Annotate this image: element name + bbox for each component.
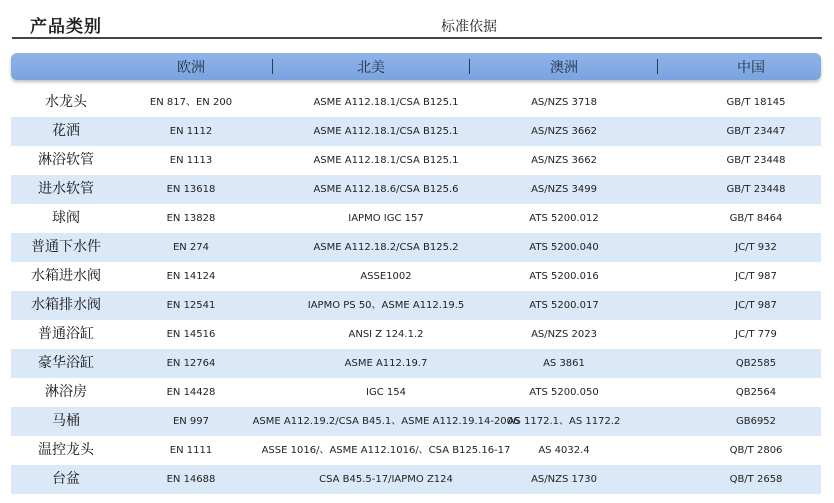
au-standard: AS/NZS 3718: [531, 97, 597, 108]
cn-standard: QB2585: [735, 358, 777, 369]
cn-standard: GB/T 18145: [726, 97, 786, 108]
cn-standard: QB2564: [735, 387, 777, 398]
cn-standard: GB/T 8464: [729, 213, 783, 224]
eu-standard: EN 817、EN 200: [149, 97, 233, 108]
column-separator: [469, 59, 470, 74]
au-standard: AS 1172.1、AS 1172.2: [507, 416, 621, 427]
au-standard: AS/NZS 3499: [531, 184, 597, 195]
eu-standard: EN 274: [172, 242, 210, 253]
eu-standard: EN 14428: [166, 387, 216, 398]
au-standard: ATS 5200.012: [529, 213, 599, 224]
au-standard: ATS 5200.050: [529, 387, 599, 398]
cn-standard: JC/T 987: [735, 271, 777, 282]
product-name: 豪华浴缸: [38, 355, 94, 371]
eu-standard: EN 14688: [166, 474, 216, 485]
product-name: 球阀: [52, 210, 80, 226]
product-name: 马桶: [52, 413, 80, 429]
na-standard: IGC 154: [366, 387, 406, 398]
standards-title: 标准依据: [441, 19, 497, 35]
eu-standard: EN 1112: [169, 126, 213, 137]
product-name: 普通浴缸: [38, 326, 94, 342]
table-row: [11, 233, 821, 262]
eu-standard: EN 13618: [166, 184, 216, 195]
au-standard: AS/NZS 2023: [531, 329, 597, 340]
na-standard: CSA B45.5-17/IAPMO Z124: [319, 474, 453, 485]
na-standard: ANSI Z 124.1.2: [348, 329, 424, 340]
product-name: 水箱排水阀: [31, 297, 101, 313]
table-row: [11, 204, 821, 233]
cn-standard: QB/T 2806: [729, 445, 783, 456]
eu-standard: EN 1111: [169, 445, 213, 456]
product-name: 温控龙头: [38, 442, 94, 458]
cn-standard: QB/T 2658: [729, 474, 783, 485]
table-row: [11, 88, 821, 117]
na-standard: ASME A112.18.1/CSA B125.1: [313, 126, 459, 137]
table-row: [11, 378, 821, 407]
product-name: 淋浴软管: [38, 152, 94, 168]
eu-standard: EN 14516: [166, 329, 216, 340]
column-header-au: 澳洲: [550, 60, 578, 76]
cn-standard: GB6952: [735, 416, 777, 427]
table-row: [11, 465, 821, 494]
au-standard: ATS 5200.016: [529, 271, 599, 282]
na-standard: ASME A112.18.2/CSA B125.2: [313, 242, 459, 253]
product-name: 水龙头: [45, 94, 87, 110]
standards-table-body: [11, 88, 821, 494]
au-standard: ATS 5200.017: [529, 300, 599, 311]
product-name: 淋浴房: [45, 384, 87, 400]
table-row: [11, 291, 821, 320]
table-row: [11, 436, 821, 465]
product-name: 水箱进水阀: [31, 268, 101, 284]
na-standard: ASME A112.19.2/CSA B45.1、ASME A112.19.14-2006: [252, 416, 520, 427]
eu-standard: EN 13828: [166, 213, 216, 224]
eu-standard: EN 14124: [166, 271, 216, 282]
product-name: 普通下水件: [31, 239, 101, 255]
table-row: [11, 349, 821, 378]
na-standard: ASME A112.19.7: [344, 358, 428, 369]
cn-standard: JC/T 779: [735, 329, 777, 340]
cn-standard: GB/T 23447: [726, 126, 786, 137]
na-standard: ASSE1002: [360, 271, 412, 282]
au-standard: AS 3861: [543, 358, 585, 369]
header-divider: [12, 37, 822, 39]
column-header-cn: 中国: [737, 60, 765, 76]
cn-standard: JC/T 932: [735, 242, 777, 253]
eu-standard: EN 12541: [166, 300, 216, 311]
na-standard: ASME A112.18.1/CSA B125.1: [313, 155, 459, 166]
au-standard: AS 4032.4: [538, 445, 590, 456]
au-standard: AS/NZS 3662: [531, 155, 597, 166]
top-header: [0, 0, 834, 40]
table-row: [11, 262, 821, 291]
category-title: 产品类别: [30, 17, 102, 37]
na-standard: IAPMO IGC 157: [348, 213, 424, 224]
na-standard: ASME A112.18.6/CSA B125.6: [313, 184, 459, 195]
eu-standard: EN 1113: [169, 155, 213, 166]
table-row: [11, 407, 821, 436]
eu-standard: EN 12764: [166, 358, 216, 369]
column-header-bar: [11, 53, 821, 80]
product-name: 进水软管: [38, 181, 94, 197]
column-header-na: 北美: [357, 60, 385, 76]
column-separator: [272, 59, 273, 74]
na-standard: IAPMO PS 50、ASME A112.19.5: [307, 300, 465, 311]
cn-standard: JC/T 987: [735, 300, 777, 311]
cn-standard: GB/T 23448: [726, 155, 786, 166]
eu-standard: EN 997: [172, 416, 210, 427]
au-standard: ATS 5200.040: [529, 242, 599, 253]
product-name: 台盆: [52, 471, 80, 487]
na-standard: ASME A112.18.1/CSA B125.1: [313, 97, 459, 108]
table-row: [11, 175, 821, 204]
table-row: [11, 117, 821, 146]
table-row: [11, 146, 821, 175]
column-header-eu: 欧洲: [177, 60, 205, 76]
au-standard: AS/NZS 1730: [531, 474, 597, 485]
product-name: 花洒: [52, 123, 80, 139]
cn-standard: GB/T 23448: [726, 184, 786, 195]
na-standard: ASSE 1016/、ASME A112.1016/、CSA B125.16-17: [261, 445, 511, 456]
au-standard: AS/NZS 3662: [531, 126, 597, 137]
column-separator: [657, 59, 658, 74]
table-row: [11, 320, 821, 349]
